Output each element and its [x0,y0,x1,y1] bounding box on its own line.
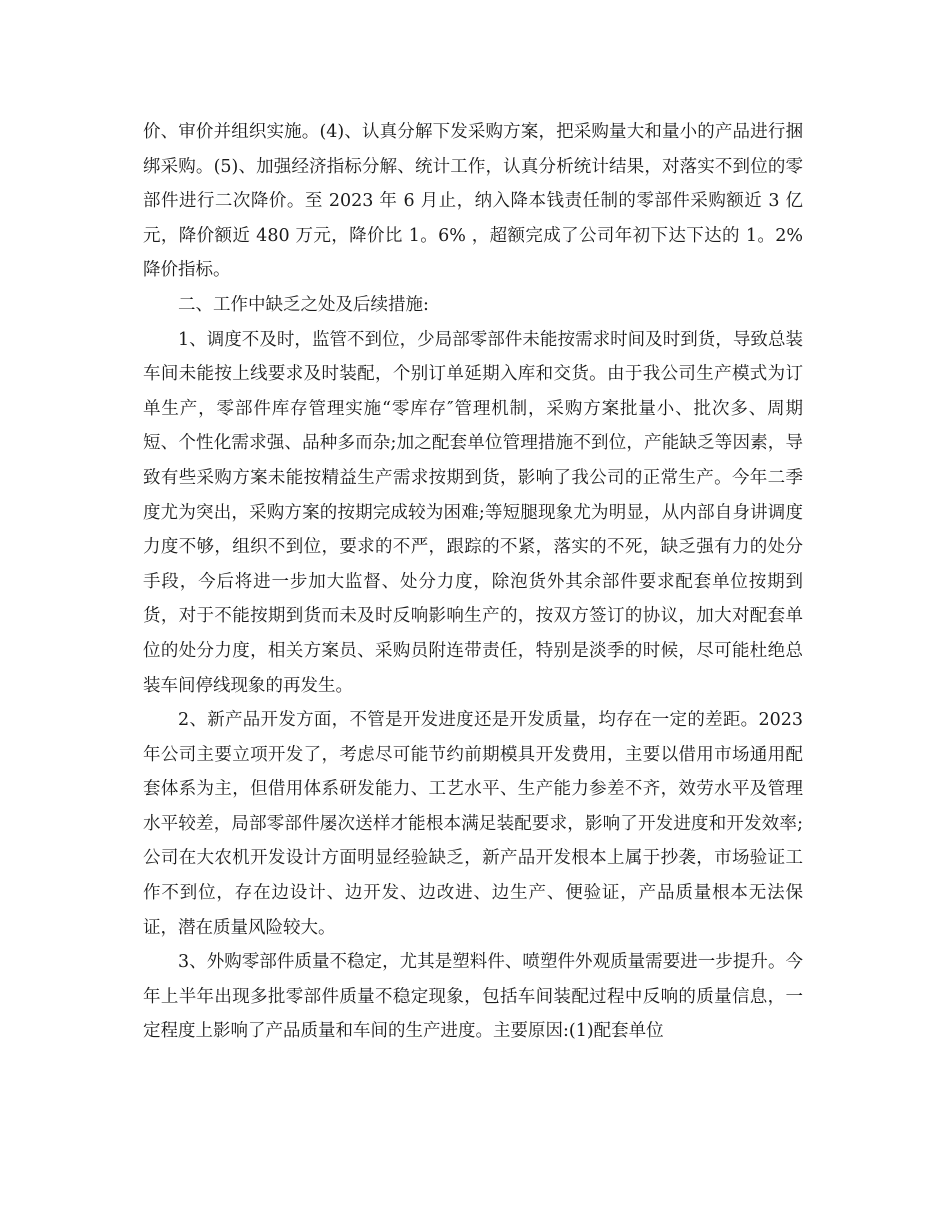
section-heading: 二、工作中缺乏之处及后续措施: [178,294,429,315]
paragraph-item-2: 2、新产品开发方面，不管是开发进度还是开发质量，均存在一定的差距。2023 年公司主要立项开发了，考虑尽可能节约前期模具开发费用，主要以借用市场通用配套体系为主，但借用体系研发能力、工艺水平、生产能力参差不齐，效劳水平及管理水平较差，局部零部件屡次送样才能根本满足装配要求，影响了开发进度和开发效率;公司在大农机开发设计方面明显经验缺乏，新产品开发根本上属于抄袭，市场验证工作不到位，存在边设计、边开发、边改进、边生产、便验证，产品质量根本无法保证，潜在质量风险较大。 [143,710,803,938]
document-body [143,115,803,1049]
paragraph-item-3: 3、外购零部件质量不稳定，尤其是塑料件、喷塑件外观质量需要进一步提升。今年上半年出现多批零部件质量不稳定现象，包括车间装配过程中反响的质量信息，一定程度上影响了产品质量和车间的生产进度。主要原因:(1)配套单位 [143,952,803,1042]
paragraph-continuation: 价、审价并组织实施。(4)、认真分解下发采购方案，把采购量大和量小的产品进行捆绑采购。(5)、加强经济指标分解、统计工作，认真分析统计结果，对落实不到位的零部件进行二次降价。至 2023 年 6 月止，纳入降本钱责任制的零部件采购额近 3 亿元，降价额近 480 万元，降价比 1。6% ，超额完成了公司年初下达下达的 1。2%降价指标。 [143,122,803,281]
paragraph-item-1: 1、调度不及时，监管不到位，少局部零部件未能按需求时间及时到货，导致总装车间未能按上线要求及时装配，个别订单延期入库和交货。由于我公司生产模式为订单生产，零部件库存管理实施“零库存″管理机制，采购方案批量小、批次多、周期短、个性化需求强、品种多而杂;加之配套单位管理措施不到位，产能缺乏等因素，导致有些采购方案未能按精益生产需求按期到货，影响了我公司的正常生产。今年二季度尤为突出，采购方案的按期完成较为困难;等短腿现象尤为明显，从内部自身讲调度力度不够，组织不到位，要求的不严，跟踪的不紧，落实的不死，缺乏强有力的处分手段，今后将进一步加大监督、处分力度，除泡货外其余部件要求配套单位按期到货，对于不能按期到货而未及时反响影响生产的，按双方签订的协议，加大对配套单位的处分力度，相关方案员、采购员附连带责任，特别是淡季的时候，尽可能杜绝总装车间停线现象的再发生。 [143,329,803,696]
